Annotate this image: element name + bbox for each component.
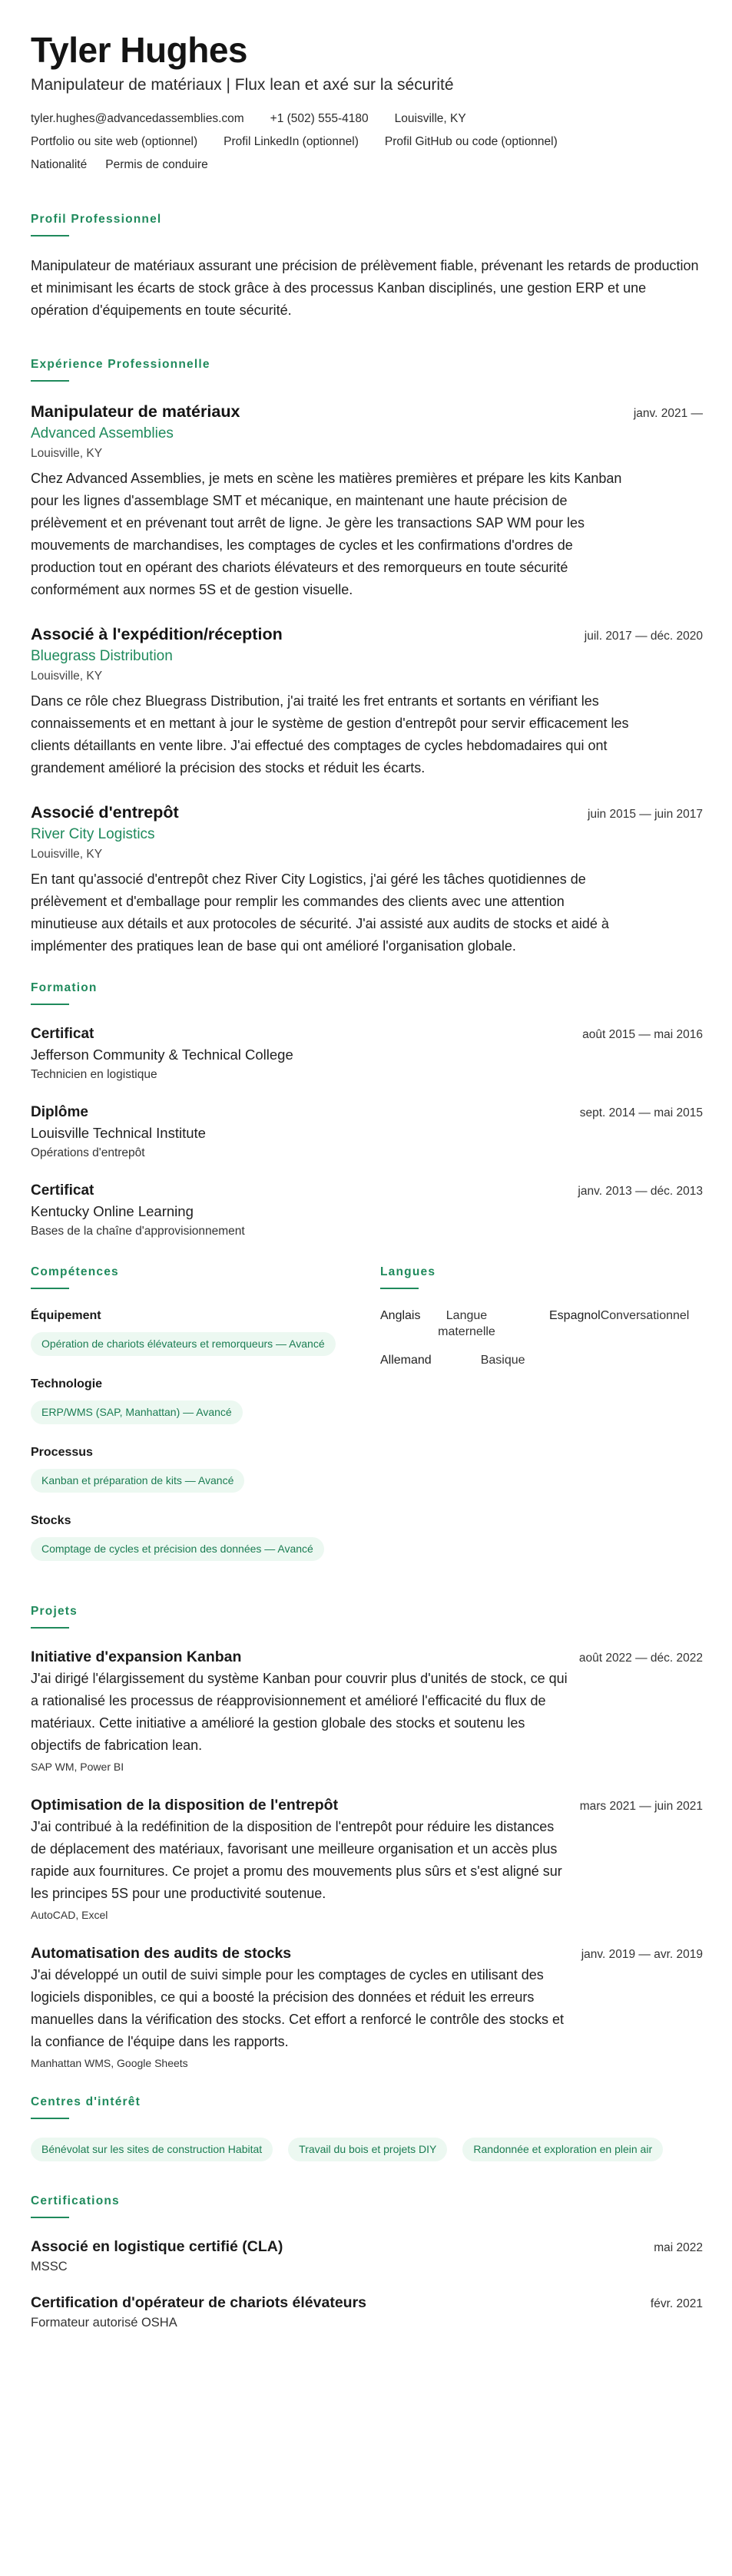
certification-item	[31, 2237, 703, 2276]
job-dates: juil. 2017 — déc. 2020	[584, 630, 703, 643]
section-title: Profil Professionnel	[31, 213, 162, 226]
project-item	[31, 1647, 703, 1775]
skill-tag: ERP/WMS (SAP, Manhattan) — Avancé	[31, 1400, 243, 1424]
job-title: Associé à l'expédition/réception	[31, 625, 283, 643]
field-of-study: Technicien en logistique	[31, 1068, 157, 1081]
job-dates: janv. 2021 —	[633, 407, 703, 420]
experience-section	[31, 357, 703, 957]
education-dates: janv. 2013 — déc. 2013	[578, 1185, 703, 1198]
section-divider	[31, 2118, 69, 2119]
section-divider	[31, 2217, 69, 2218]
company-name: Advanced Assemblies	[31, 425, 174, 441]
certifications-section	[31, 2194, 703, 2332]
section-title: Centres d'intérêt	[31, 2095, 141, 2108]
degree: Certificat	[31, 1182, 94, 1199]
interests-section	[31, 2095, 703, 2166]
job-title: Associé d'entrepôt	[31, 803, 179, 822]
skill-category	[31, 1444, 349, 1497]
languages-list	[380, 1308, 703, 1368]
school-name: Louisville Technical Institute	[31, 1125, 206, 1141]
project-technologies: Manhattan WMS, Google Sheets	[31, 2057, 188, 2069]
certification-date: févr. 2021	[650, 2297, 703, 2310]
languages-section	[380, 1265, 703, 1581]
driving-license: Permis de conduire	[105, 158, 208, 171]
project-dates: août 2022 — déc. 2022	[578, 1652, 703, 1665]
section-divider	[31, 235, 69, 236]
certification-title: Associé en logistique certifié (CLA)	[31, 2238, 283, 2255]
school-name: Kentucky Online Learning	[31, 1203, 194, 1219]
summary-text: Manipulateur de matériaux assurant une précision de prélèvement fiable, prévenant les retards de production et minimisant les écarts de stock grâce à des processus Kanban disciplinés, une gestion ERP et une opération d'équipements en toute sécurité.	[31, 258, 699, 318]
project-title: Initiative d'expansion Kanban	[31, 1648, 242, 1665]
project-technologies: SAP WM, Power BI	[31, 1761, 124, 1773]
interests-list	[31, 2138, 703, 2166]
section-title: Certifications	[31, 2194, 120, 2207]
portfolio-link[interactable]: Portfolio ou site web (optionnel)	[31, 135, 198, 148]
skill-category-name: Équipement	[31, 1309, 101, 1322]
experience-item	[31, 623, 703, 779]
education-item	[31, 1180, 703, 1242]
interest-tag: Travail du bois et projets DIY	[288, 2138, 447, 2161]
email-link[interactable]: tyler.hughes@advancedassemblies.com	[31, 112, 244, 125]
project-description: J'ai développé un outil de suivi simple pour les comptages de cycles en utilisant des logiciels disponibles, ce qui a boosté la précision des données et réduit les erreurs manuelles dans la vérification des stocks. Cet effort a renforcé le contrôle des stocks et la confiance de l'équipe dans les rapports.	[31, 1967, 565, 2049]
skill-category	[31, 1376, 349, 1429]
certification-title: Certification d'opérateur de chariots élévateurs	[31, 2294, 367, 2311]
section-title: Projets	[31, 1605, 78, 1618]
field-of-study: Bases de la chaîne d'approvisionnement	[31, 1225, 245, 1238]
job-title: Manipulateur de matériaux	[31, 402, 240, 421]
company-name: Bluegrass Distribution	[31, 648, 173, 664]
project-title: Optimisation de la disposition de l'entrepôt	[31, 1797, 339, 1814]
project-technologies: AutoCAD, Excel	[31, 1909, 108, 1921]
education-dates: août 2015 — mai 2016	[582, 1028, 703, 1041]
education-item	[31, 1102, 703, 1163]
section-title: Langues	[380, 1265, 436, 1278]
job-dates: juin 2015 — juin 2017	[588, 808, 703, 821]
section-divider	[31, 1627, 69, 1629]
language-item	[380, 1308, 549, 1340]
job-location: Louisville, KY	[31, 447, 103, 460]
language-level: Conversationnel	[600, 1309, 690, 1322]
skill-category-name: Processus	[31, 1446, 93, 1459]
language-level: Langue maternelle	[438, 1309, 495, 1338]
section-divider	[31, 1288, 69, 1289]
section-title: Expérience Professionnelle	[31, 358, 210, 371]
section-title: Formation	[31, 981, 98, 994]
location: Louisville, KY	[394, 112, 466, 125]
section-title: Compétences	[31, 1265, 119, 1278]
certification-issuer: MSSC	[31, 2260, 68, 2273]
interest-tag: Bénévolat sur les sites de construction Habitat	[31, 2138, 273, 2161]
project-title: Automatisation des audits de stocks	[31, 1945, 292, 1962]
education-item	[31, 1023, 703, 1085]
project-dates: mars 2021 — juin 2021	[579, 1800, 703, 1813]
project-description: J'ai dirigé l'élargissement du système Kanban pour couvrir plus d'unités de stock, ce qui a rationalisé les processus de réapprovisionnement et amélioré l'efficacité du flux de matériaux. Cette initiative a amélioré la gestion globale des stocks et soutenu les objectifs de fabrication lean.	[31, 1671, 568, 1753]
project-item	[31, 1943, 703, 2072]
language-item	[549, 1308, 703, 1340]
github-link[interactable]: Profil GitHub ou code (optionnel)	[384, 135, 558, 148]
degree: Diplôme	[31, 1104, 88, 1120]
certification-date: mai 2022	[654, 2241, 703, 2254]
linkedin-link[interactable]: Profil LinkedIn (optionnel)	[224, 135, 359, 148]
skill-category-name: Stocks	[31, 1514, 71, 1527]
company-name: River City Logistics	[31, 826, 155, 842]
job-description: Dans ce rôle chez Bluegrass Distribution, j'ai traité les fret entrants et sortants en vérifiant les connaissements et en mettant à jour le système de gestion d'entrepôt pour servir efficacement les clients détaillants en vente libre. J'ai effectué des comptages de cycles hebdomadaires qui ont grandement amélioré la précision des stocks et réduit les écarts.	[31, 693, 629, 775]
section-divider	[31, 380, 69, 382]
skill-tag: Kanban et préparation de kits — Avancé	[31, 1469, 244, 1493]
language-level: Basique	[480, 1354, 525, 1367]
projects-section	[31, 1604, 703, 2072]
skill-category-name: Technologie	[31, 1377, 103, 1391]
skills-languages-row	[31, 1265, 703, 1581]
job-location: Louisville, KY	[31, 848, 103, 861]
job-description: En tant qu'associé d'entrepôt chez River City Logistics, j'ai géré les tâches quotidiennes de prélèvement et d'emballage pour remplir les commandes des clients avec une attention minutieuse aux détails et aux protocoles de sécurité. J'ai assisté aux audits de stocks et aidé à implémenter des pratiques lean de base qui ont amélioré l'organisation globale.	[31, 871, 609, 954]
skill-tag: Opération de chariots élévateurs et remorqueurs — Avancé	[31, 1332, 336, 1356]
school-name: Jefferson Community & Technical College	[31, 1047, 293, 1063]
language-name: Anglais	[380, 1309, 421, 1322]
experience-item	[31, 801, 703, 957]
skill-tag: Comptage de cycles et précision des données — Avancé	[31, 1537, 324, 1561]
certification-issuer: Formateur autorisé OSHA	[31, 2316, 177, 2330]
contact-info	[31, 107, 703, 131]
nationality: Nationalité	[31, 158, 88, 171]
section-divider	[380, 1288, 419, 1289]
phone[interactable]: +1 (502) 555-4180	[270, 112, 369, 125]
profile-links	[31, 131, 703, 154]
section-divider	[31, 1004, 69, 1005]
skill-category	[31, 1308, 349, 1361]
language-name: Allemand	[380, 1354, 432, 1367]
job-location: Louisville, KY	[31, 670, 103, 683]
skills-section	[31, 1265, 349, 1581]
headline: Manipulateur de matériaux | Flux lean et axé sur la sécurité	[31, 76, 454, 94]
interest-tag: Randonnée et exploration en plein air	[462, 2138, 663, 2161]
certification-item	[31, 2293, 703, 2332]
degree: Certificat	[31, 1026, 94, 1042]
candidate-name: Tyler Hughes	[31, 30, 247, 70]
education-section	[31, 980, 703, 1242]
job-description: Chez Advanced Assemblies, je mets en scène les matières premières et prépare les kits Kanban pour les lignes d'assemblage SMT et mécanique, en maintenant une haute précision de prélèvement et en prévenant tout arrêt de ligne. Je gère les transactions SAP WM pour les mouvements de marchandises, les comptages de cycles et les confirmations d'ordres de production tout en opérant des chariots élévateurs et des remorqueurs en toute sécurité conformément aux normes 5S et de gestion visuelle.	[31, 471, 622, 597]
summary-section	[31, 212, 703, 322]
project-item	[31, 1795, 703, 1923]
project-dates: janv. 2019 — avr. 2019	[581, 1948, 703, 1961]
language-item	[380, 1352, 549, 1368]
field-of-study: Opérations d'entrepôt	[31, 1146, 145, 1159]
education-dates: sept. 2014 — mai 2015	[579, 1106, 703, 1119]
experience-item	[31, 400, 703, 601]
project-description: J'ai contribué à la redéfinition de la disposition de l'entrepôt pour réduire les distances de déplacement des matériaux, favorisant une meilleure organisation et un accès plus rapide aux fournitures. Ce projet a promu des mouvements plus sûrs et s'est aligné sur les principes 5S pour une productivité soutenue.	[31, 1819, 562, 1901]
skill-category	[31, 1513, 349, 1566]
language-name: Espagnol	[549, 1309, 601, 1322]
personal-details	[31, 154, 703, 177]
